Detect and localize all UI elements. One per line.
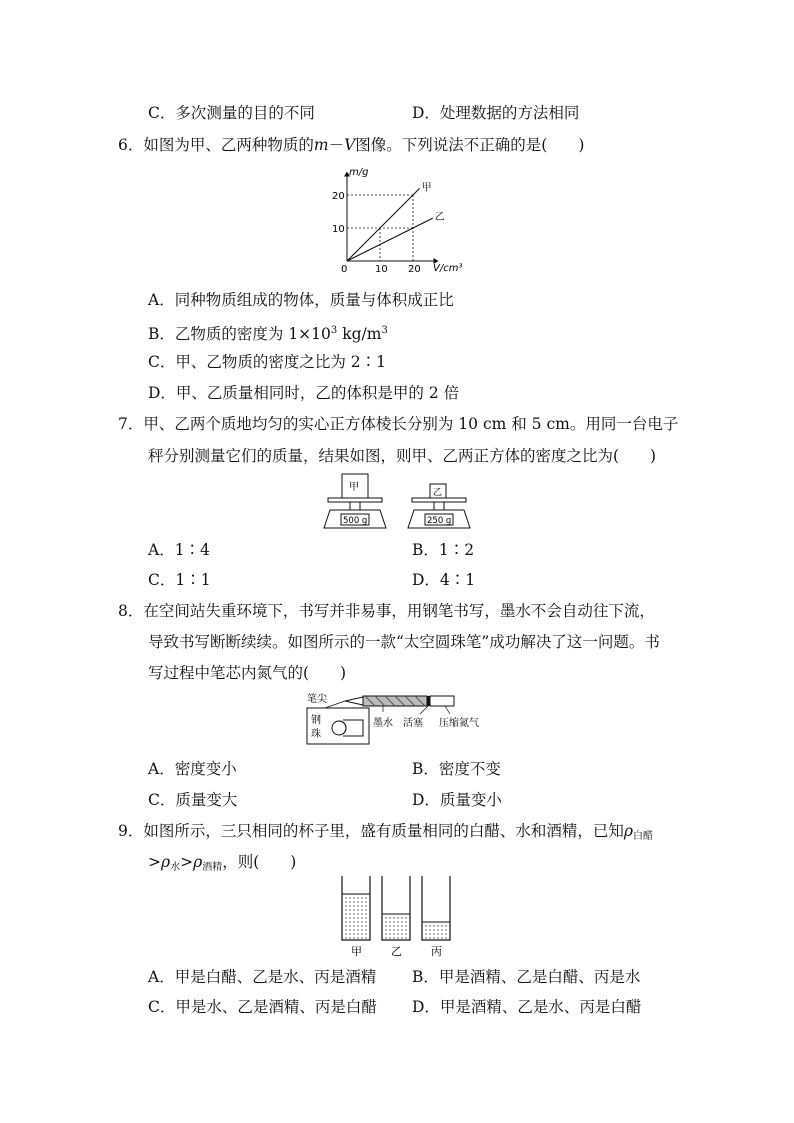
pen-tip: [345, 697, 363, 705]
q6-option-c: C．甲、乙物质的密度之比为 2∶1: [148, 353, 387, 371]
y-tick-20: 20: [332, 191, 345, 202]
scale-right-pan: [412, 498, 466, 502]
q9-gt-2: >: [180, 853, 194, 871]
cube-jia-label: 甲: [349, 482, 359, 493]
q7-option-c: C．1∶1: [148, 571, 211, 589]
q8-stem-line2: 导致书写断断续续。如图所示的一款“太空圆珠笔”成功解决了这一问题。书: [148, 633, 660, 651]
q9-option-d: D．甲是酒精、乙是水、丙是白醋: [412, 998, 642, 1016]
gas-label: 压缩氮气: [439, 718, 479, 729]
q6-mv-chart: [325, 165, 465, 280]
cube-yi-label: 乙: [433, 488, 443, 498]
q8-option-d: D．质量变小: [412, 791, 502, 809]
ball-label-2: 珠: [311, 729, 321, 740]
q7-option-b: B．1∶2: [412, 541, 475, 559]
q7-stem-line2: 秤分别测量它们的质量，结果如图，则甲、乙两正方体的密度之比为( ): [148, 447, 657, 465]
q6-option-a: A．同种物质组成的物体，质量与体积成正比: [148, 291, 454, 309]
q9-option-a: A．甲是白醋、乙是水、丙是酒精: [148, 968, 377, 986]
pen-tip-label: 笔尖: [307, 694, 327, 705]
q9-rho-alcohol: ρ: [193, 853, 203, 871]
q9-rho-vinegar: ρ: [623, 822, 633, 840]
q9-stem-suffix: ，则( ): [222, 853, 297, 871]
cup-a-liquid: [342, 894, 370, 940]
q9-stem-line1: [118, 821, 653, 847]
q9-option-b: B．甲是酒精、乙是白醋、丙是水: [412, 968, 641, 986]
chart-ylabel: m/g: [349, 167, 369, 178]
q7-stem-line1: 7．甲、乙两个质地均匀的实心正方体棱长分别为 10 cm 和 5 cm。用同一台电子: [118, 415, 679, 433]
q6-stem: [118, 135, 584, 155]
cup-c-label: 丙: [431, 945, 442, 958]
q9-stem-line2: [148, 852, 296, 878]
q6-option-b-unit: kg/m: [337, 325, 382, 343]
q6-stem-prefix: 6．如图为甲、乙两种物质的: [118, 136, 314, 154]
q7-option-a: A．1∶4: [148, 541, 210, 559]
pen-ink: [363, 696, 427, 706]
q7-scales-figure: [320, 472, 480, 534]
chart-xlabel: V/cm³: [433, 263, 463, 274]
q9-stem-prefix: 9．如图所示，三只相同的杯子里，盛有质量相同的白醋、水和酒精，已知: [118, 822, 624, 840]
cup-b-liquid: [382, 914, 410, 940]
scale-left-reading: 500 g: [343, 516, 368, 526]
cup-a-label: 甲: [351, 945, 362, 958]
q6-stem-dash: －: [328, 136, 345, 154]
q9-cups-figure: [336, 876, 458, 958]
q9-gt-1: >: [148, 853, 161, 871]
q6-option-b-exp: 3: [330, 325, 338, 336]
series-line-1: [347, 218, 433, 261]
y-tick-10: 10: [332, 224, 345, 235]
q9-sub-alcohol: 酒精: [202, 862, 223, 873]
q8-option-b: B．密度不变: [412, 760, 501, 778]
chart-origin: 0: [341, 264, 348, 275]
q8-pen-figure: [305, 690, 505, 746]
q6-option-b-prefix: B．乙物质的密度为 1×10: [148, 325, 331, 343]
q8-option-a: A．密度变小: [148, 760, 237, 778]
q5-option-c: C．多次测量的目的不同: [148, 104, 315, 122]
ball-label-1: 钢: [311, 715, 321, 726]
cup-c-liquid: [422, 922, 450, 940]
series-line-0: [347, 188, 420, 261]
q6-option-d: D．甲、乙质量相同时，乙的体积是甲的 2 倍: [148, 384, 460, 402]
q8-stem-line1: 8．在空间站失重环境下，书写并非易事，用钢笔书写，墨水不会自动往下流，: [118, 602, 655, 620]
q6-stem-m: m: [313, 136, 329, 154]
cup-b-label: 乙: [391, 945, 402, 958]
q6-option-b-exp2: 3: [381, 325, 388, 336]
q6-stem-suffix: 图像。下列说法不正确的是( ): [355, 136, 585, 154]
scale-right-reading: 250 g: [427, 516, 452, 526]
q9-sub-vinegar: 白醋: [633, 831, 653, 842]
x-tick-10: 10: [375, 264, 388, 275]
x-tick-20: 20: [408, 264, 421, 275]
q7-option-d: D．4∶1: [412, 571, 476, 589]
scale-left-pan: [328, 498, 382, 502]
ink-label: 墨水: [373, 718, 393, 729]
q9-option-c: C．甲是水、乙是酒精、丙是白醋: [148, 998, 377, 1016]
q5-option-d: D．处理数据的方法相同: [412, 104, 580, 122]
q6-option-b: [148, 321, 388, 344]
pen-gas-chamber: [430, 696, 454, 706]
q9-sub-water: 水: [170, 862, 181, 873]
piston-label: 活塞: [403, 718, 423, 729]
series-label-0: 甲: [421, 182, 432, 194]
q9-rho-water: ρ: [161, 853, 171, 871]
q8-stem-line3: 写过程中笔芯内氮气的( ): [148, 664, 347, 682]
q8-option-c: C．质量变大: [148, 791, 238, 809]
q6-stem-v: V: [344, 136, 356, 154]
series-label-1: 乙: [434, 212, 445, 224]
